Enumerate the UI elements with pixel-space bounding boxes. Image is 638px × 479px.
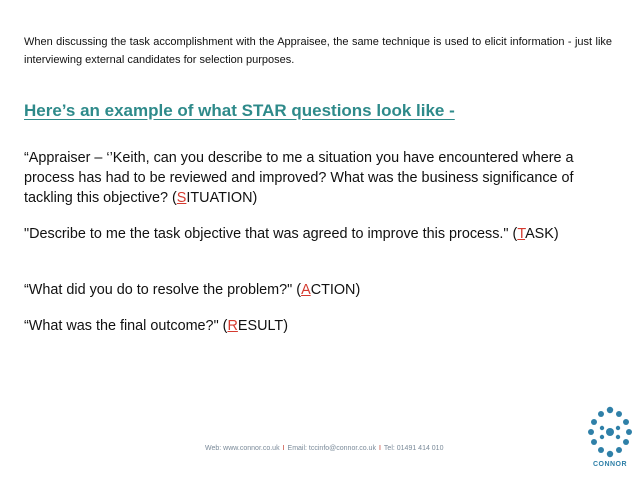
question-suffix: ESULT) [237,318,288,334]
situation-question [24,148,614,208]
star-letter-r: R [227,318,238,334]
intro-paragraph: When discussing the task accomplishment with the Appraisee, the same technique is used to elicit information - just like interviewing external candidates for selection purposes. [24,36,612,66]
question-text: “What did you do to resolve the problem?" ( [24,282,302,298]
star-letter-a: A [301,282,311,298]
footer-separator: I [282,445,285,452]
footer-web: Web: www.connor.co.uk [205,445,280,452]
section-heading: Here’s an example of what STAR questions look like - [24,101,455,120]
question-suffix: CTION) [310,282,361,298]
star-letter-s: S [176,190,187,206]
contact-footer [205,445,443,452]
task-question [24,224,614,244]
question-text: “What was the final outcome?" ( [24,318,228,334]
star-letter-t: T [517,226,526,242]
question-suffix: ITUATION) [186,190,258,206]
footer-separator: I [378,445,381,452]
question-text: “Appraiser – ‘’Keith, can you describe to me a situation you have encountered where a process has had to be reviewed and improved? What was the business significance of tackling this objective? ( [24,150,574,206]
result-question [24,316,614,336]
action-question [24,280,614,300]
question-text: "Describe to me the task objective that was agreed to improve this process." ( [24,226,518,242]
footer-tel: Tel: 01491 414 010 [383,445,444,452]
logo-wordmark: CONNOR [592,461,628,468]
footer-email: Email: tccinfo@connor.co.uk [287,445,376,452]
question-suffix: ASK) [525,226,559,242]
